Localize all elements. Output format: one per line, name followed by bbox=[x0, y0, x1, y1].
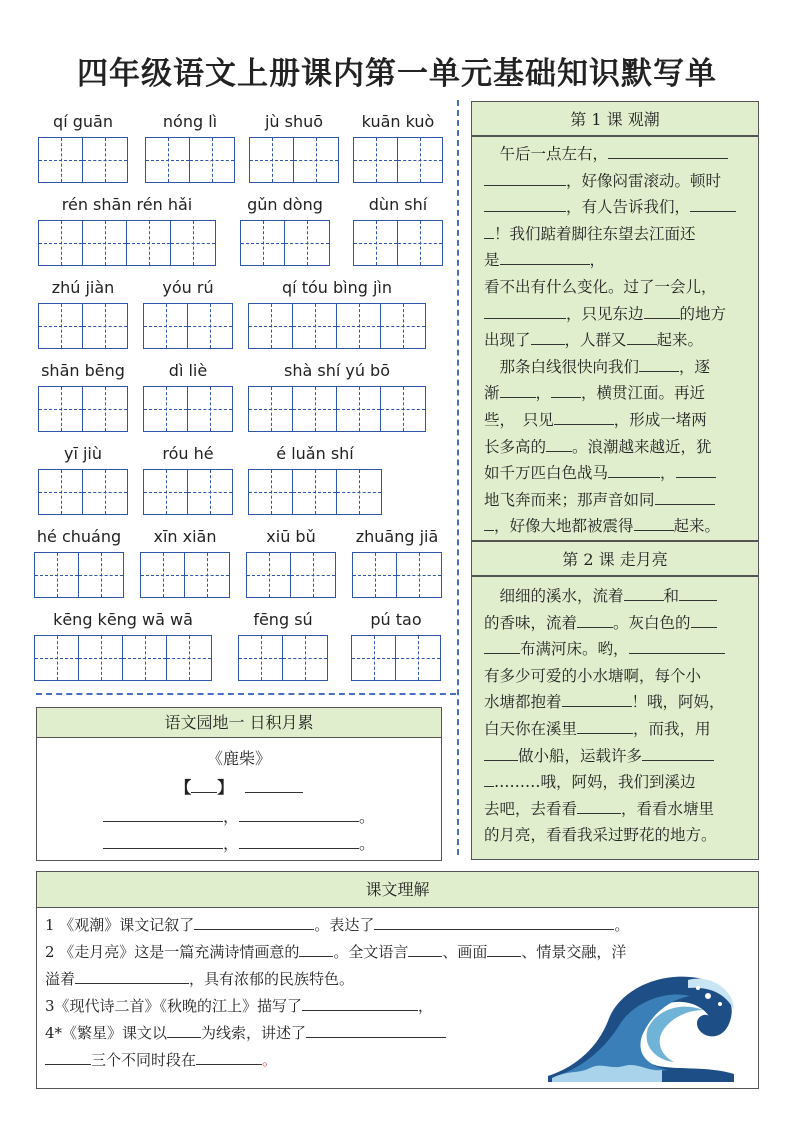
pinyin-label: zhú jiàn bbox=[51, 278, 115, 297]
q-text: ， bbox=[418, 997, 434, 1015]
pinyin-label: gǔn dòng bbox=[247, 195, 323, 214]
grid-cell[interactable] bbox=[190, 138, 234, 182]
l1-blank[interactable] bbox=[627, 329, 657, 346]
poem-blank[interactable] bbox=[103, 805, 223, 822]
grid-cell[interactable] bbox=[171, 221, 215, 265]
pinyin-label: fēng sú bbox=[253, 610, 313, 629]
q-blank[interactable] bbox=[306, 1022, 446, 1038]
period: 。 bbox=[359, 807, 376, 826]
vertical-divider bbox=[457, 100, 459, 855]
grid-cell[interactable] bbox=[398, 221, 442, 265]
l1-blank[interactable] bbox=[644, 302, 680, 319]
grid-cell[interactable] bbox=[249, 387, 293, 431]
l1-text: ，人群又 bbox=[564, 331, 627, 350]
writing-grid[interactable] bbox=[353, 137, 443, 183]
writing-grid[interactable] bbox=[143, 386, 233, 432]
l1-text: ， bbox=[535, 384, 552, 403]
grid-cell[interactable] bbox=[39, 138, 83, 182]
q-blank[interactable] bbox=[194, 914, 314, 930]
l1-text: ，好像闷雷滚动。顿时 bbox=[566, 171, 722, 190]
horizontal-divider bbox=[36, 693, 456, 695]
l2-text: 。灰白色的 bbox=[613, 613, 691, 632]
writing-grid[interactable] bbox=[249, 137, 339, 183]
grid-cell[interactable] bbox=[141, 553, 185, 597]
grid-cell[interactable] bbox=[353, 553, 397, 597]
comma: ， bbox=[222, 834, 239, 853]
l1-blank[interactable] bbox=[484, 222, 494, 239]
l2-text: ，而我，用 bbox=[633, 719, 711, 738]
pinyin-label: xiū bǔ bbox=[266, 527, 316, 546]
l1-blank[interactable] bbox=[484, 515, 494, 532]
pinyin-label: rén shān rén hǎi bbox=[61, 195, 193, 214]
grid-cell[interactable] bbox=[83, 470, 127, 514]
grid-cell[interactable] bbox=[285, 221, 329, 265]
writing-grid[interactable] bbox=[351, 635, 441, 681]
grid-cell[interactable] bbox=[167, 636, 211, 680]
pinyin-label: dùn shí bbox=[368, 195, 428, 214]
grid-cell[interactable] bbox=[283, 636, 327, 680]
grid-cell[interactable] bbox=[83, 387, 127, 431]
grid-cell[interactable] bbox=[250, 138, 294, 182]
l1-blank[interactable] bbox=[484, 302, 566, 319]
l1-text: ，好像大地都被震得 bbox=[494, 517, 634, 536]
grid-cell[interactable] bbox=[354, 221, 398, 265]
q-text: 为线索，讲述了 bbox=[201, 1024, 307, 1042]
q-text: 溢着 bbox=[45, 970, 76, 988]
grid-cell[interactable] bbox=[396, 636, 440, 680]
l1-text: ，有人告诉我们， bbox=[566, 198, 691, 217]
pinyin-label: xīn xiān bbox=[153, 527, 217, 546]
grid-cell[interactable] bbox=[79, 553, 123, 597]
writing-grid[interactable] bbox=[38, 469, 128, 515]
writing-grid[interactable] bbox=[38, 137, 128, 183]
q-text: ，具有浓郁的民族特色。 bbox=[189, 970, 355, 988]
grid-cell[interactable] bbox=[35, 553, 79, 597]
l1-text: 看不出有什么变化。过了一会儿， bbox=[484, 277, 717, 296]
grid-cell[interactable] bbox=[249, 470, 293, 514]
pinyin-label: shān bēng bbox=[41, 361, 125, 380]
q-text: 。全文语言 bbox=[333, 943, 409, 961]
pinyin-label: hé chuáng bbox=[36, 527, 122, 546]
grid-cell[interactable] bbox=[354, 138, 398, 182]
grid-cell[interactable] bbox=[241, 221, 285, 265]
l1-blank[interactable] bbox=[690, 196, 736, 213]
l2-text: 的香味，流着 bbox=[484, 613, 578, 632]
poem-title: 《鹿柴》 bbox=[206, 749, 271, 768]
l1-blank[interactable] bbox=[554, 408, 614, 425]
yuwen-garden-header: 语文园地一 日积月累 bbox=[37, 708, 441, 738]
l2-text: 水塘都抱着 bbox=[484, 693, 562, 712]
writing-grid[interactable] bbox=[143, 469, 233, 515]
l2-text: 的月亮，看看我采过野花的地方。 bbox=[484, 826, 717, 845]
l1-text: ，只见东边 bbox=[566, 304, 644, 323]
page-title: 四年级语文上册课内第一单元基础知识默写单 bbox=[77, 56, 717, 92]
l2-blank[interactable] bbox=[679, 585, 717, 602]
bracket-open: 【 bbox=[175, 778, 192, 797]
grid-cell[interactable] bbox=[381, 304, 425, 348]
grid-cell[interactable] bbox=[188, 304, 232, 348]
grid-cell[interactable] bbox=[144, 304, 188, 348]
writing-grid[interactable] bbox=[246, 552, 336, 598]
poem-line-1 bbox=[37, 804, 441, 827]
l2-blank[interactable] bbox=[562, 691, 632, 708]
lesson2-header: 第 2 课 走月亮 bbox=[471, 541, 759, 576]
l1-text: 长多高的 bbox=[484, 437, 547, 456]
writing-grid[interactable] bbox=[143, 303, 233, 349]
pinyin-label: kēng kēng wā wā bbox=[53, 610, 193, 629]
pinyin-label: é luǎn shí bbox=[276, 444, 354, 463]
l1-blank[interactable] bbox=[608, 462, 660, 479]
grid-cell[interactable] bbox=[293, 387, 337, 431]
q-text: 三个不同时段在 bbox=[91, 1051, 197, 1069]
yuwen-garden-box bbox=[36, 707, 442, 861]
l2-blank[interactable] bbox=[624, 585, 664, 602]
writing-grid[interactable] bbox=[145, 137, 235, 183]
l2-blank[interactable] bbox=[484, 744, 518, 761]
grid-cell[interactable] bbox=[381, 387, 425, 431]
l1-blank[interactable] bbox=[500, 382, 536, 399]
grid-cell[interactable] bbox=[397, 553, 441, 597]
l1-blank[interactable] bbox=[484, 169, 566, 186]
grid-cell[interactable] bbox=[337, 304, 381, 348]
lesson1-text bbox=[471, 136, 759, 541]
q-blank[interactable] bbox=[302, 995, 418, 1011]
writing-grid[interactable] bbox=[248, 303, 426, 349]
grid-cell[interactable] bbox=[144, 470, 188, 514]
grid-cell[interactable] bbox=[39, 470, 83, 514]
q-text: 、画面 bbox=[442, 943, 488, 961]
grid-cell[interactable] bbox=[39, 304, 83, 348]
writing-grid[interactable] bbox=[248, 386, 426, 432]
question-1 bbox=[45, 912, 748, 939]
l1-text: 渐 bbox=[484, 384, 500, 403]
q-blank[interactable] bbox=[408, 941, 442, 957]
l1-text: ， bbox=[589, 251, 606, 270]
writing-grid[interactable] bbox=[34, 552, 124, 598]
author-blank[interactable] bbox=[245, 776, 303, 793]
l1-text: 些， 只见 bbox=[484, 410, 554, 429]
l1-text: ，逐 bbox=[679, 357, 711, 376]
period: 。 bbox=[359, 834, 376, 853]
l1-blank[interactable] bbox=[634, 515, 674, 532]
l2-text: 白天你在溪里 bbox=[484, 719, 578, 738]
poem-blank[interactable] bbox=[103, 832, 223, 849]
grid-cell[interactable] bbox=[79, 636, 123, 680]
grid-cell[interactable] bbox=[146, 138, 190, 182]
grid-cell[interactable] bbox=[294, 138, 338, 182]
grid-cell[interactable] bbox=[83, 304, 127, 348]
q-blank[interactable] bbox=[299, 941, 333, 957]
l1-text: ！我们踮着脚往东望去江面还 bbox=[494, 224, 696, 243]
q-text: 1 《观潮》课文记叙了 bbox=[45, 916, 195, 934]
q-text: 。 bbox=[262, 1051, 278, 1069]
l1-blank[interactable] bbox=[551, 382, 581, 399]
l2-blank[interactable] bbox=[577, 797, 621, 814]
pinyin-label: jù shuō bbox=[264, 112, 324, 131]
grid-cell[interactable] bbox=[337, 387, 381, 431]
l1-text: 起来。 bbox=[656, 331, 704, 350]
l1-text: 的地方 bbox=[679, 304, 727, 323]
writing-grid[interactable] bbox=[248, 469, 382, 515]
understanding-header: 课文理解 bbox=[37, 872, 758, 908]
writing-grid[interactable] bbox=[238, 635, 328, 681]
writing-grid[interactable] bbox=[38, 220, 216, 266]
grid-cell[interactable] bbox=[185, 553, 229, 597]
l2-text: ，看看水塘里 bbox=[621, 799, 715, 818]
pinyin-label: shà shí yú bō bbox=[283, 361, 390, 380]
q-blank[interactable] bbox=[75, 968, 189, 984]
l2-blank[interactable] bbox=[484, 771, 494, 788]
l2-text: 和 bbox=[663, 587, 680, 605]
pinyin-label: yóu rú bbox=[162, 278, 214, 297]
l1-blank[interactable] bbox=[500, 249, 590, 266]
writing-grid[interactable] bbox=[38, 386, 128, 432]
l1-text: ，横贯江面。再近 bbox=[581, 384, 706, 403]
l2-blank[interactable] bbox=[691, 611, 717, 628]
grid-cell[interactable] bbox=[83, 138, 127, 182]
comma: ， bbox=[222, 807, 239, 826]
grid-cell[interactable] bbox=[123, 636, 167, 680]
l2-text: 布满河床。哟， bbox=[520, 640, 629, 659]
l1-text: 是 bbox=[484, 251, 500, 270]
l1-text: 起来。 bbox=[673, 517, 721, 536]
l2-blank[interactable] bbox=[642, 744, 714, 761]
poem-line-2 bbox=[37, 831, 441, 854]
q-blank[interactable] bbox=[45, 1049, 91, 1065]
grid-cell[interactable] bbox=[291, 553, 335, 597]
l1-text: 午后一点左右， bbox=[484, 145, 609, 163]
l1-blank[interactable] bbox=[546, 435, 572, 452]
l1-text: 。浪潮越来越近，犹 bbox=[572, 437, 712, 456]
grid-cell[interactable] bbox=[39, 221, 83, 265]
q-blank[interactable] bbox=[196, 1049, 262, 1065]
l1-text: ，形成一堵两 bbox=[613, 410, 707, 429]
l2-blank[interactable] bbox=[629, 638, 725, 655]
l2-text: ………哦，阿妈，我们到溪边 bbox=[494, 773, 696, 792]
pinyin-label: qí tóu bìng jìn bbox=[282, 278, 392, 297]
grid-cell[interactable] bbox=[39, 387, 83, 431]
pinyin-label: dì liè bbox=[168, 361, 208, 380]
q-text: 。表达了 bbox=[314, 916, 375, 934]
l2-blank[interactable] bbox=[577, 611, 613, 628]
l2-blank[interactable] bbox=[484, 638, 520, 655]
writing-grid[interactable] bbox=[34, 635, 212, 681]
writing-grid[interactable] bbox=[352, 552, 442, 598]
grid-cell[interactable] bbox=[337, 470, 381, 514]
grid-cell[interactable] bbox=[188, 387, 232, 431]
pinyin-label: kuān kuò bbox=[361, 112, 435, 131]
pinyin-label: róu hé bbox=[162, 444, 214, 463]
q-blank[interactable] bbox=[374, 914, 614, 930]
poem-blank[interactable] bbox=[239, 832, 359, 849]
l2-text: 细细的溪水，流着 bbox=[484, 587, 624, 605]
grid-cell[interactable] bbox=[398, 138, 442, 182]
l1-blank[interactable] bbox=[655, 488, 715, 505]
grid-cell[interactable] bbox=[144, 387, 188, 431]
pinyin-label: yī jiù bbox=[63, 444, 103, 463]
grid-cell[interactable] bbox=[239, 636, 283, 680]
l1-text: 那条白线很快向我们 bbox=[484, 357, 640, 376]
grid-cell[interactable] bbox=[188, 470, 232, 514]
grid-cell[interactable] bbox=[35, 636, 79, 680]
l1-blank[interactable] bbox=[676, 462, 716, 479]
l2-blank[interactable] bbox=[577, 717, 633, 734]
grid-cell[interactable] bbox=[352, 636, 396, 680]
q-blank[interactable] bbox=[487, 941, 521, 957]
writing-grid[interactable] bbox=[353, 220, 443, 266]
pinyin-label: qí guān bbox=[53, 112, 113, 131]
q-blank[interactable] bbox=[167, 1022, 201, 1038]
l1-text: 如千万匹白色战马 bbox=[484, 464, 609, 483]
l1-blank[interactable] bbox=[608, 143, 728, 160]
l2-text: 做小船，运载许多 bbox=[518, 746, 643, 765]
lesson2-text bbox=[471, 576, 759, 860]
l2-text: 有多少可爱的小水塘啊，每个小 bbox=[484, 666, 702, 685]
q-text: 3《现代诗二首》《秋晚的江上》描写了 bbox=[45, 997, 303, 1015]
l1-text: 地飞奔而来；那声音如同 bbox=[484, 490, 655, 509]
pinyin-label: zhuāng jiā bbox=[355, 527, 439, 546]
pinyin-label: nóng lì bbox=[162, 112, 218, 131]
l1-blank[interactable] bbox=[639, 355, 679, 372]
question-2 bbox=[45, 939, 748, 966]
l2-text: ！哦，阿妈， bbox=[631, 693, 725, 712]
l2-text: 去吧，去看看 bbox=[484, 799, 578, 818]
q-text: 4*《繁星》课文以 bbox=[45, 1024, 168, 1042]
grid-cell[interactable] bbox=[127, 221, 171, 265]
q-text: 。 bbox=[614, 916, 630, 934]
writing-grid[interactable] bbox=[38, 303, 128, 349]
poem-author-line bbox=[37, 775, 441, 798]
l1-blank[interactable] bbox=[484, 196, 566, 213]
q-text: 2 《走月亮》这是一篇充满诗情画意的 bbox=[45, 943, 300, 961]
wave-illustration bbox=[538, 966, 744, 1084]
l1-text: 出现了 bbox=[484, 331, 531, 350]
pinyin-label: pú tao bbox=[370, 610, 422, 629]
lesson1-header: 第 1 课 观潮 bbox=[471, 101, 759, 136]
grid-cell[interactable] bbox=[83, 221, 127, 265]
grid-cell[interactable] bbox=[293, 470, 337, 514]
bracket-close: 】 bbox=[217, 778, 234, 797]
writing-grid[interactable] bbox=[240, 220, 330, 266]
dynasty-blank[interactable] bbox=[191, 776, 217, 793]
writing-grid[interactable] bbox=[140, 552, 230, 598]
poem-blank[interactable] bbox=[239, 805, 359, 822]
grid-cell[interactable] bbox=[247, 553, 291, 597]
l1-text: ， bbox=[660, 464, 676, 483]
q-text: 、情景交融，洋 bbox=[521, 943, 627, 961]
l1-blank[interactable] bbox=[531, 329, 565, 346]
grid-cell[interactable] bbox=[249, 304, 293, 348]
grid-cell[interactable] bbox=[293, 304, 337, 348]
